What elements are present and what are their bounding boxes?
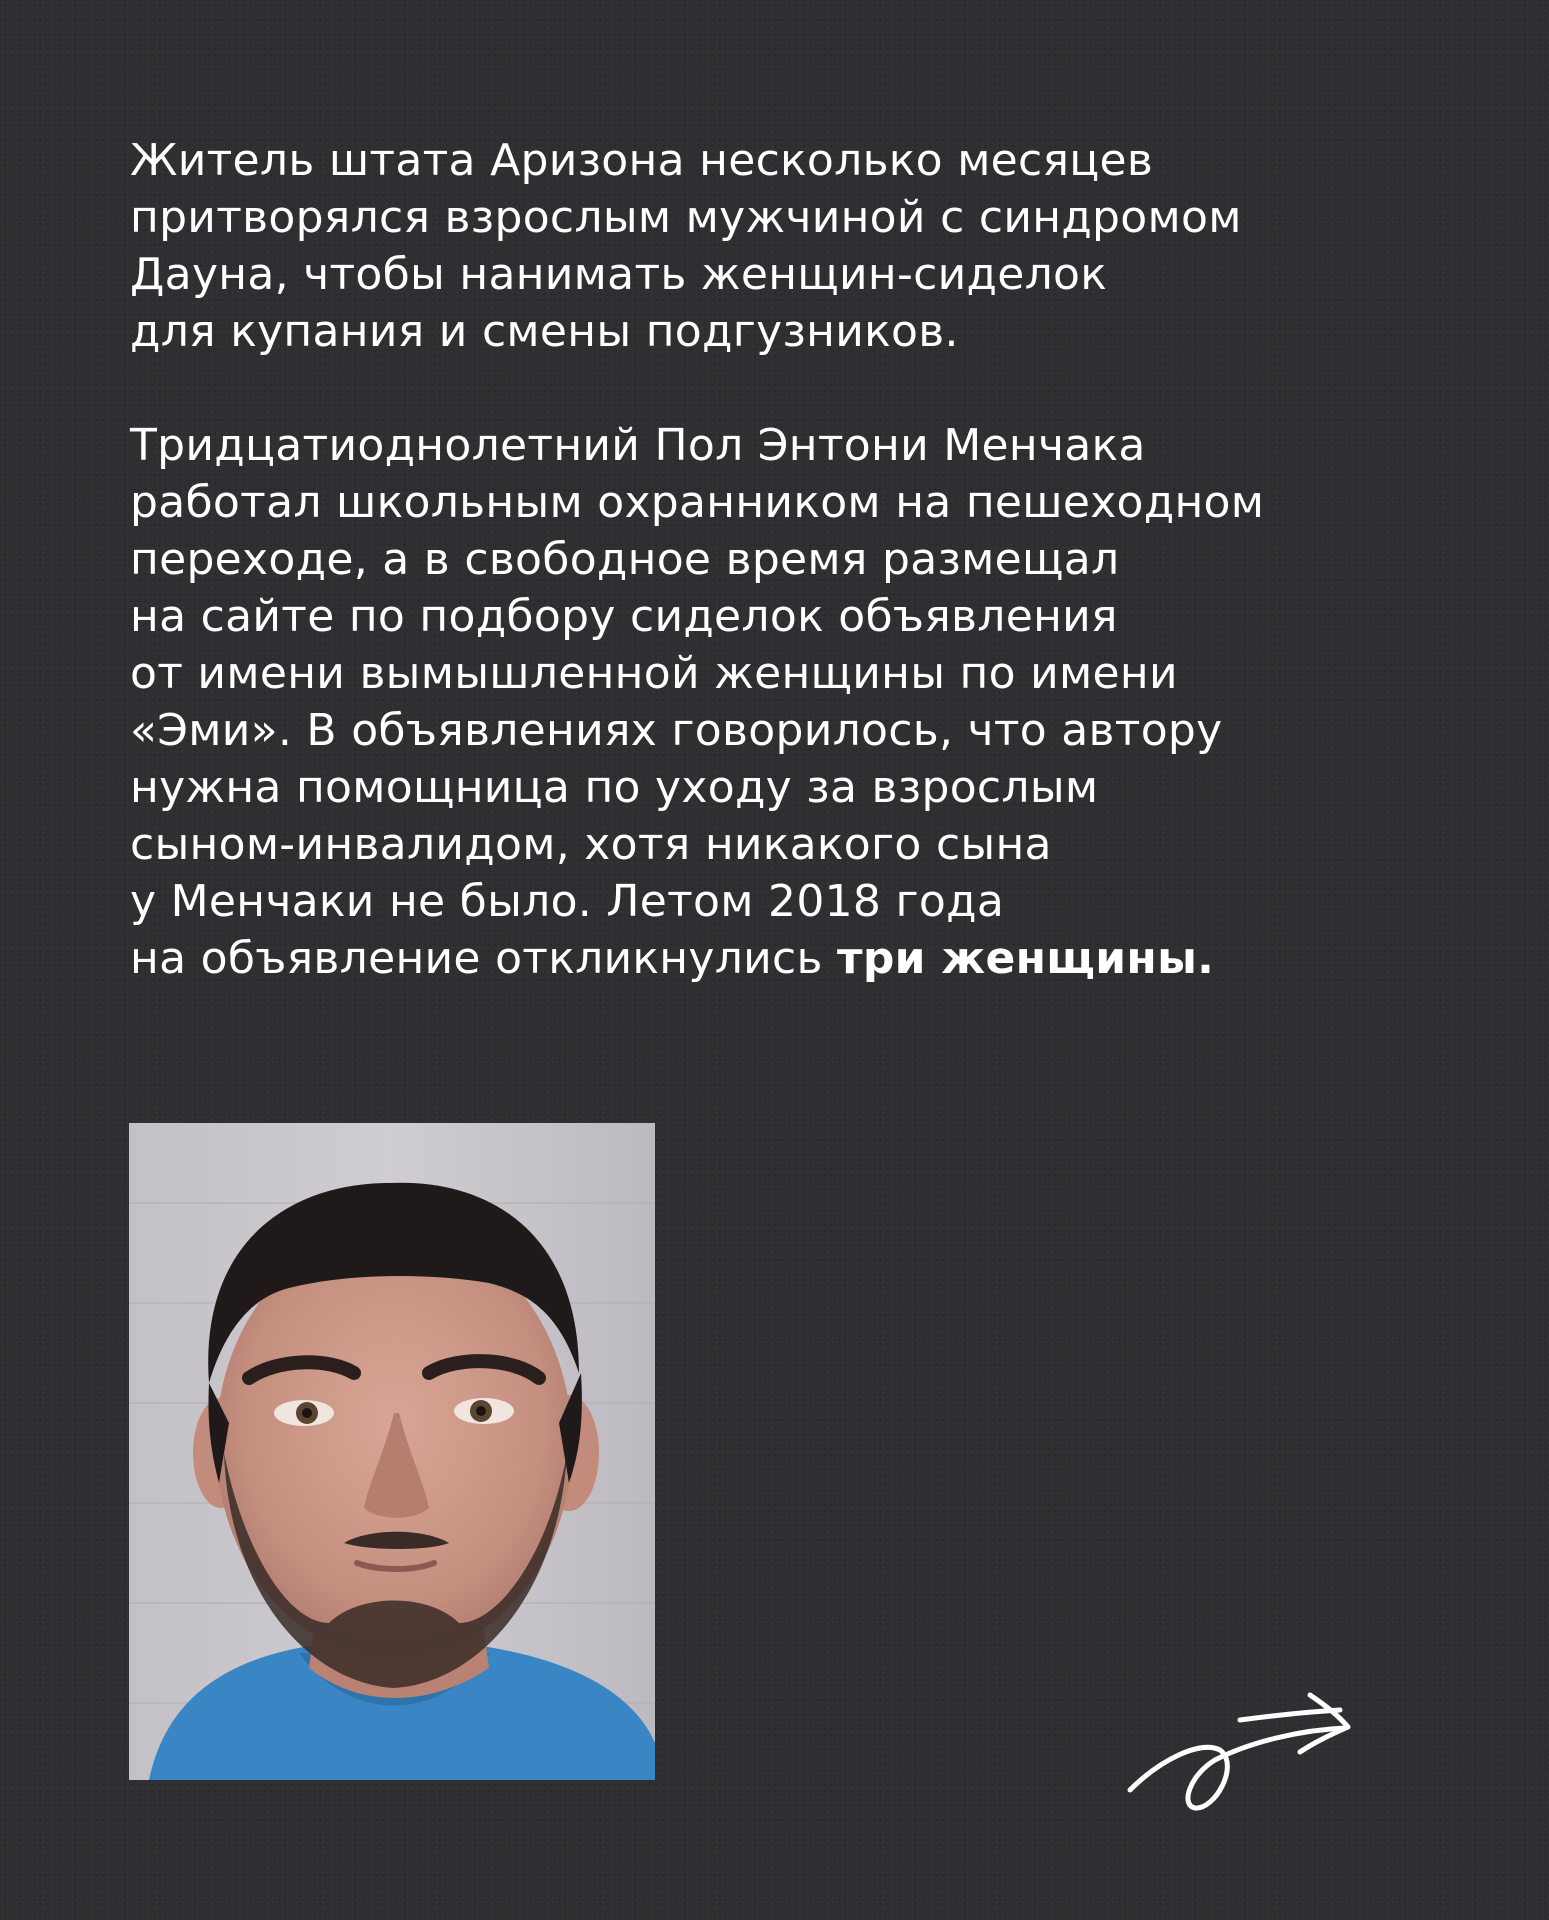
text-plain: на объявление откликнулись [130, 933, 838, 984]
text-line: нужна помощница по уходу за взрослым [130, 762, 1099, 813]
text-line-last [130, 930, 1450, 987]
paragraph-intro [130, 132, 1450, 360]
text-bold-highlight: три женщины. [837, 933, 1215, 984]
handwritten-arrow-icon[interactable] [1120, 1690, 1360, 1820]
portrait-illustration [129, 1123, 655, 1780]
text-line: Дауна, чтобы нанимать женщин-сиделок [130, 249, 1108, 300]
text-line: работал школьным охранником на пешеходном [130, 477, 1265, 528]
text-line: Тридцатиоднолетний Пол Энтони Менчака [130, 420, 1146, 471]
text-line: сыном-инвалидом, хотя никакого сына [130, 819, 1052, 870]
text-line: Житель штата Аризона несколько месяцев [130, 135, 1154, 186]
paragraph-details [130, 417, 1450, 987]
article-text [130, 132, 1450, 987]
text-line: для купания и смены подгузников. [130, 306, 959, 357]
mugshot-photo [129, 1123, 655, 1780]
text-line: на сайте по подбору сиделок объявления [130, 591, 1118, 642]
text-line: «Эми». В объявлениях говорилось, что автору [130, 705, 1223, 756]
text-line: переходе, а в свободное время размещал [130, 534, 1120, 585]
text-line: от имени вымышленной женщины по имени [130, 648, 1178, 699]
text-line: притворялся взрослым мужчиной с синдромом [130, 192, 1242, 243]
text-line: у Менчаки не было. Летом 2018 года [130, 876, 1005, 927]
